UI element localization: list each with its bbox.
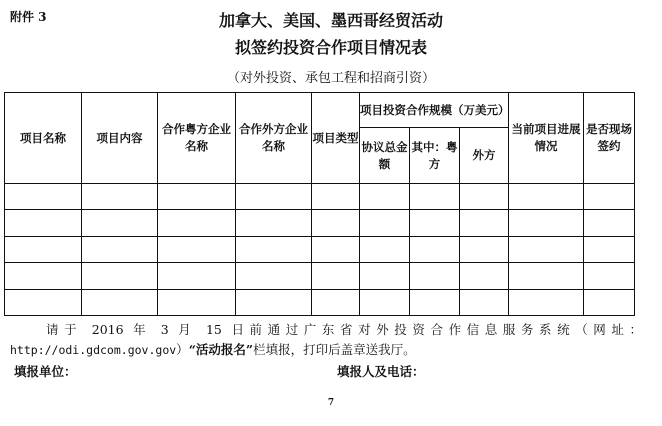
page-number: 7 <box>327 398 335 408</box>
table-cell[interactable] <box>360 263 410 289</box>
table-cell[interactable] <box>236 289 312 315</box>
submission-note <box>10 320 642 360</box>
table-cell[interactable] <box>410 236 460 262</box>
table-cell[interactable] <box>360 210 410 236</box>
table-cell[interactable] <box>236 184 312 210</box>
col-header-progress: 当前项目进展情况 <box>509 93 584 184</box>
system-url-link[interactable]: http://odi.gdcom.gov.gov <box>10 343 177 357</box>
table-cell[interactable] <box>158 263 236 289</box>
table-cell[interactable] <box>360 289 410 315</box>
document-subtitle: （对外投资、承包工程和招商引资） <box>226 71 435 86</box>
table-cell[interactable] <box>82 184 158 210</box>
document-title-line2: 拟签约投资合作项目情况表 <box>234 38 427 57</box>
table-row <box>5 184 635 210</box>
table-cell[interactable] <box>460 263 509 289</box>
attachment-label: 附件 3 <box>10 10 47 24</box>
table-cell[interactable] <box>509 263 584 289</box>
table-cell[interactable] <box>460 210 509 236</box>
table-cell[interactable] <box>584 289 635 315</box>
note-quoted-column: “活动报名” <box>188 342 254 357</box>
table-cell[interactable] <box>158 289 236 315</box>
table-row <box>5 236 635 262</box>
table-cell[interactable] <box>158 184 236 210</box>
col-header-foreign-company: 合作外方企业名称 <box>236 93 312 184</box>
note-text-after: 栏填报，打印后盖章送我厅。 <box>253 342 416 357</box>
table-cell[interactable] <box>158 236 236 262</box>
table-cell[interactable] <box>312 289 360 315</box>
table-cell[interactable] <box>82 263 158 289</box>
table-cell[interactable] <box>410 263 460 289</box>
table-cell[interactable] <box>360 236 410 262</box>
document-title-line1: 加拿大、美国、墨西哥经贸活动 <box>218 11 443 30</box>
table-cell[interactable] <box>509 236 584 262</box>
table-cell[interactable] <box>509 289 584 315</box>
col-header-project-content: 项目内容 <box>82 93 158 184</box>
col-header-project-type: 项目类型 <box>312 93 360 184</box>
table-cell[interactable] <box>584 263 635 289</box>
col-header-project-name: 项目名称 <box>5 93 82 184</box>
table-cell[interactable] <box>5 210 82 236</box>
col-header-total-amount: 协议总金额 <box>360 128 410 184</box>
table-cell[interactable] <box>5 236 82 262</box>
table-cell[interactable] <box>584 210 635 236</box>
note-text-before: 请于 2016 年 3 月 15 日前通过广东省对外投资合作信息服务系统（网址： <box>46 322 642 337</box>
col-header-gd-company: 合作粤方企业名称 <box>158 93 236 184</box>
table-row <box>5 210 635 236</box>
table-cell[interactable] <box>410 210 460 236</box>
fill-contact-label: 填报人及电话： <box>337 364 425 379</box>
table-cell[interactable] <box>82 236 158 262</box>
col-header-of-which-gd: 其中：粤方 <box>410 128 460 184</box>
table-cell[interactable] <box>460 289 509 315</box>
table-row <box>5 263 635 289</box>
table-cell[interactable] <box>82 289 158 315</box>
table-cell[interactable] <box>509 210 584 236</box>
table-cell[interactable] <box>5 184 82 210</box>
table-cell[interactable] <box>312 236 360 262</box>
table-cell[interactable] <box>158 210 236 236</box>
table-cell[interactable] <box>410 289 460 315</box>
note-text-mid: ） <box>176 342 189 357</box>
table-cell[interactable] <box>312 210 360 236</box>
table-cell[interactable] <box>82 210 158 236</box>
table-cell[interactable] <box>312 263 360 289</box>
table-cell[interactable] <box>410 184 460 210</box>
table-cell[interactable] <box>236 210 312 236</box>
form-table-body <box>5 184 635 316</box>
table-cell[interactable] <box>460 236 509 262</box>
table-cell[interactable] <box>460 184 509 210</box>
table-cell[interactable] <box>312 184 360 210</box>
col-header-onsite-signing: 是否现场签约 <box>584 93 635 184</box>
table-cell[interactable] <box>509 184 584 210</box>
table-cell[interactable] <box>236 263 312 289</box>
table-cell[interactable] <box>584 184 635 210</box>
table-row <box>5 289 635 315</box>
table-cell[interactable] <box>236 236 312 262</box>
table-cell[interactable] <box>5 263 82 289</box>
table-cell[interactable] <box>5 289 82 315</box>
fill-unit-label: 填报单位： <box>14 364 77 379</box>
project-form-table <box>4 92 635 316</box>
col-header-foreign-side: 外方 <box>460 128 509 184</box>
table-cell[interactable] <box>584 236 635 262</box>
table-cell[interactable] <box>360 184 410 210</box>
col-header-investment-scale: 项目投资合作规模（万美元） <box>360 93 509 128</box>
